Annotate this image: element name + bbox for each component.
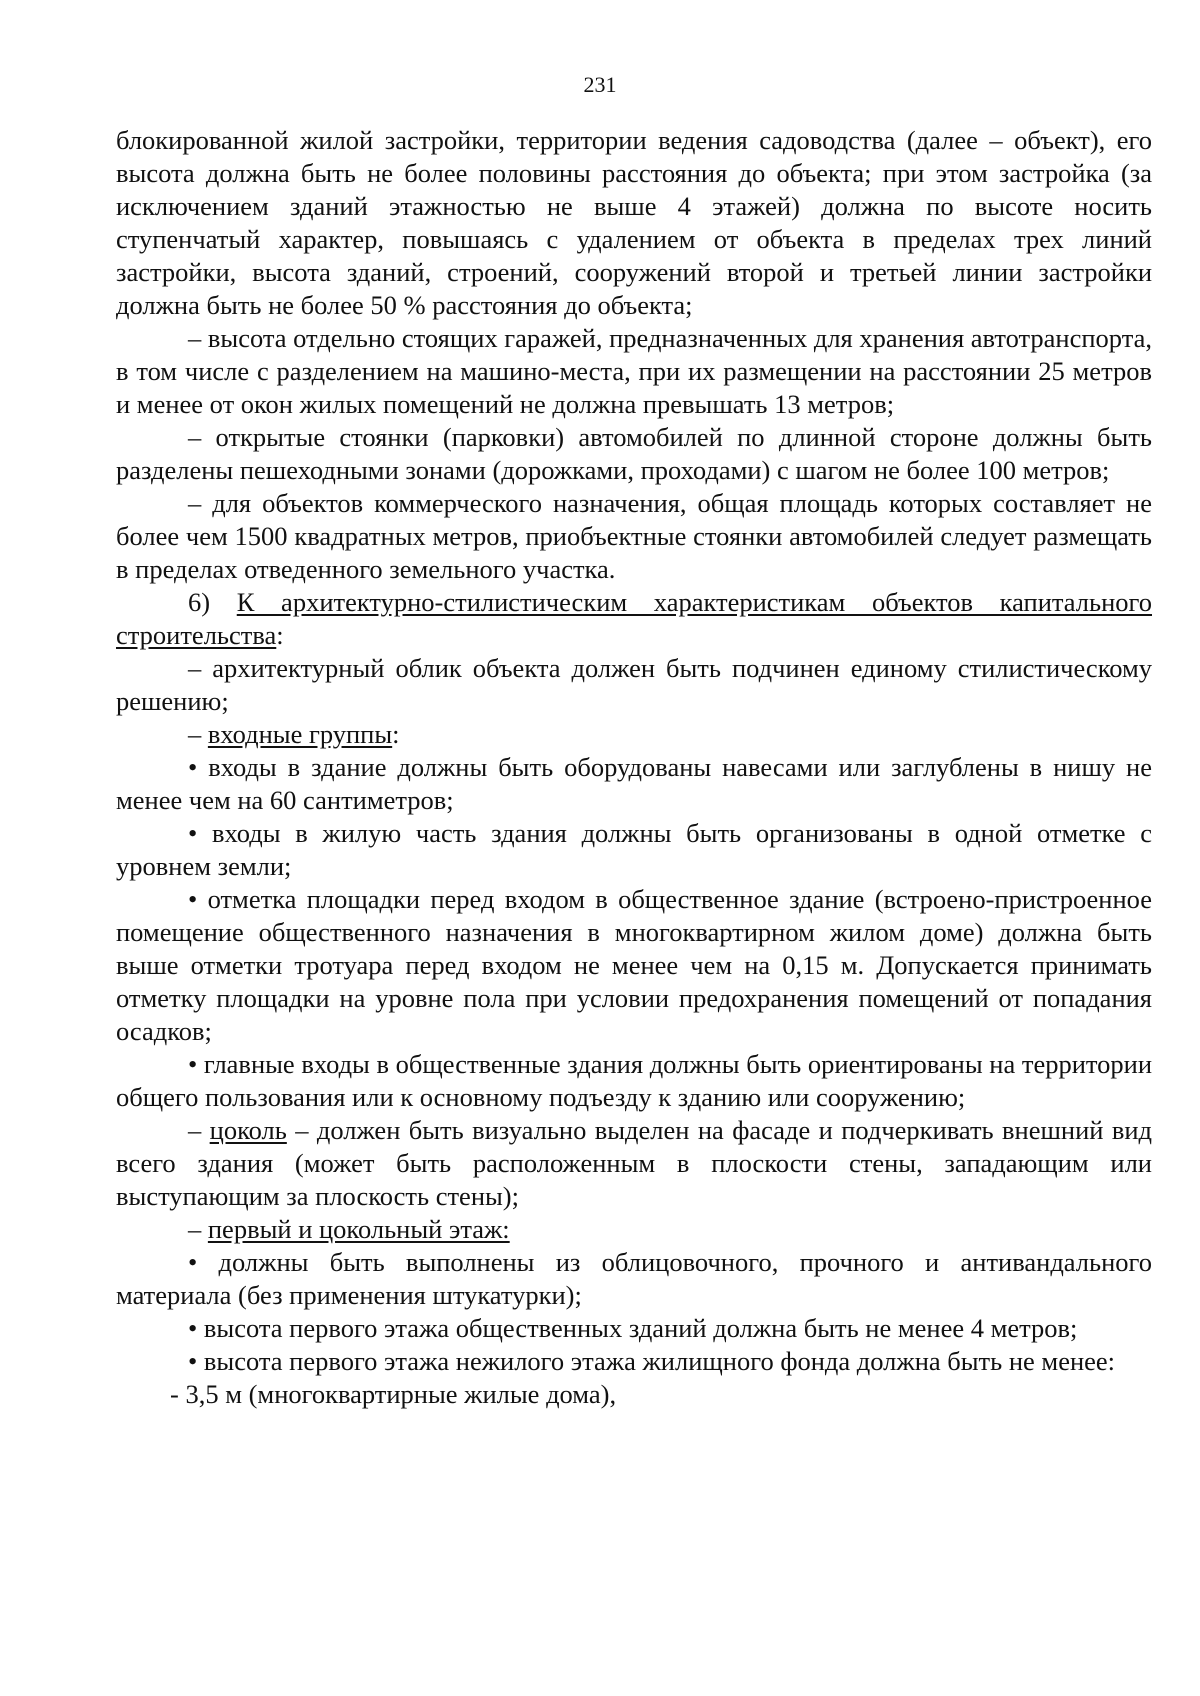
plinth-text: – должен быть визуально выделен на фасаде и подчеркивать внешний вид всего здания (может быть расположенным в плоскости стены, западающим или выступающим за плоскость стены); [116,1115,1153,1211]
bullet-public-building-height: • высота первого этажа общественных зданий должна быть не менее 4 метров; [188,1313,1078,1343]
bullet-platform-level: • отметка площадки перед входом в общественное здание (встроено-пристроенное помещение общественного назначения в многоквартирном жилом доме) должна быть выше отметки тротуара перед входом не менее чем на 0,15 м. Допускается принимать отметку площадки на уровне пола при условии предохранения помещений от попадания осадков; [116,884,1152,1046]
paragraph-commercial-parking: – для объектов коммерческого назначения, общая площадь которых составляет не более чем 1500 квадратных метров, приобъектные стоянки автомобилей следует размещать в пределах отведенного земельного участка. [116,488,1152,584]
list-item-apartment-buildings: - 3,5 м (многоквартирные жилые дома), [170,1379,617,1409]
paragraph-plinth [116,1114,1152,1213]
section-number: 6) [188,587,237,617]
bullet-nonresidential-floor-height: • высота первого этажа нежилого этажа жилищного фонда должна быть не менее: [188,1346,1116,1376]
plinth-underlined: цоколь [209,1115,287,1145]
paragraph-first-floor [116,1213,1152,1246]
bullet-entrance-canopy: • входы в здание должны быть оборудованы навесами или заглублены в нишу не менее чем на 60 сантиметров; [116,752,1152,815]
paragraph-open-parking: – открытые стоянки (парковки) автомобилей по длинной стороне должны быть разделены пешеходными зонами (дорожками, проходами) с шагом не более 100 метров; [116,422,1152,485]
bullet-main-entrances: • главные входы в общественные здания должны быть ориентированы на территории общего пользования или к основному подъезду к зданию или сооружению; [116,1049,1152,1112]
colon-suffix: : [392,719,400,749]
paragraph-section-6 [116,586,1152,652]
paragraph-garage-height: – высота отдельно стоящих гаражей, предназначенных для хранения автотранспорта, в том числе с разделением на машино-места, при их размещении на расстоянии 25 метров и менее от окон жилых помещений не должна превышать 13 метров; [116,323,1152,419]
paragraph-entrance-groups [116,718,1152,751]
dash-prefix: – [188,1214,208,1244]
paragraph-continuation: блокированной жилой застройки, территории ведения садоводства (далее – объект), его высота должна быть не более половины расстояния до объекта; при этом застройка (за исключением зданий этажностью не выше 4 этажей) должна по высоте носить ступенчатый характер, повышаясь с удалением от объекта в пределах трех линий застройки, высота зданий, строений, сооружений второй и третьей линии застройки должна быть не более 50 % расстояния до объекта; [116,125,1152,320]
section-heading-colon: : [276,620,284,650]
paragraph-architectural-style: – архитектурный облик объекта должен быть подчинен единому стилистическому решению; [116,653,1152,716]
section-heading-underlined: К архитектурно-стилистическим характеристикам объектов капитального строительства [116,587,1152,650]
bullet-residential-entrance: • входы в жилую часть здания должны быть организованы в одной отметке с уровнем земли; [116,818,1152,881]
first-floor-underlined: первый и цокольный этаж: [207,1214,510,1244]
entrance-groups-underlined: входные группы [207,719,393,749]
dash-prefix: – [188,1115,210,1145]
dash-prefix: – [188,719,208,749]
document-body [116,124,1152,1411]
bullet-facing-material: • должны быть выполнены из облицовочного, прочного и антивандального материала (без применения штукатурки); [116,1247,1152,1310]
page-number: 231 [583,72,617,97]
